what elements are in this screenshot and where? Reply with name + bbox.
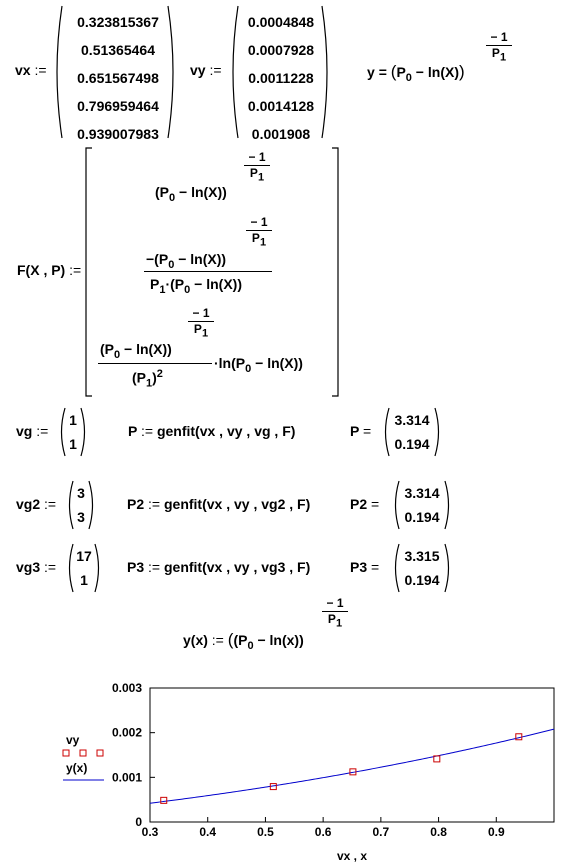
model-equation: $y = (P_0 - \ln(X))$ xyxy=(367,62,465,84)
vy-value: 0.0007928 xyxy=(247,42,315,58)
vx-value: 0.51365464 xyxy=(81,42,155,58)
legend-marker-vy xyxy=(63,750,69,756)
model-exponent: − 1 $P_1$ xyxy=(484,30,514,64)
y-exponent: − 1 $P_1$ xyxy=(320,596,350,630)
F-label: F(X , P) := xyxy=(17,262,82,278)
x-tick-label: 0.9 xyxy=(487,825,505,839)
x-axis-label: vx , x xyxy=(336,849,368,863)
vx-value: 0.939007983 xyxy=(77,126,159,142)
plot-frame xyxy=(150,688,554,822)
y-tick-label: 0.002 xyxy=(111,725,142,740)
vy-label: vy := xyxy=(190,62,222,78)
F-row2-numerator: $-(P_0 - \ln(X))$ xyxy=(146,251,227,271)
y-tick-label: 0.001 xyxy=(111,770,142,785)
P2-genfit: P2 := genfit(vx , vy , vg2 , F) xyxy=(127,496,311,512)
F-row3-numerator: $(P_0 - \ln(X))$ xyxy=(100,341,172,361)
F-row3-denominator: $(P_1)^2$ xyxy=(132,368,163,390)
vg3-values: 17 1 xyxy=(76,548,92,588)
P3-result-values: 3.315 0.194 xyxy=(404,548,440,588)
P-result-label: P = xyxy=(350,423,372,439)
x-tick-label: 0.6 xyxy=(314,825,332,839)
vx-value: 0.323815367 xyxy=(77,14,159,30)
x-tick-label: 0.7 xyxy=(372,825,390,839)
y-tick-label: 0 xyxy=(135,815,142,829)
legend-marker-vy xyxy=(80,750,86,756)
vg-label: vg := xyxy=(16,423,49,439)
F-row3-exponent: − 1 $P_1$ xyxy=(186,306,216,340)
vy-value: 0.0014128 xyxy=(247,98,315,114)
vx-label: vx := xyxy=(15,62,47,78)
F-row3-fraction-bar xyxy=(98,363,212,364)
P2-result-values: 3.314 0.194 xyxy=(404,485,440,525)
F-row2-fraction-bar xyxy=(144,271,272,272)
y-tick-label: 0.003 xyxy=(111,681,142,695)
P-genfit: P := genfit(vx , vy , vg , F) xyxy=(128,423,296,439)
legend-label-yx: y(x) xyxy=(66,761,88,775)
F-row2-exponent: − 1 $P_1$ xyxy=(244,215,274,249)
vy-value: 0.0004848 xyxy=(247,14,315,30)
vx-value: 0.796959464 xyxy=(77,98,159,114)
x-tick-label: 0.3 xyxy=(141,825,159,839)
vy-values xyxy=(234,8,328,148)
x-tick-label: 0.5 xyxy=(257,825,274,839)
legend-label-vy: vy xyxy=(66,733,80,747)
F-row1-exponent: − 1 $P_1$ xyxy=(242,150,272,184)
F-row2-denominator: $P_1\cdot(P_0 - \ln(X))$ xyxy=(150,276,242,296)
vg-values: 1 1 xyxy=(69,412,77,452)
x-tick-label: 0.4 xyxy=(199,825,217,839)
y-definition: y(x) := ($(P_0 - \ln(x))$ xyxy=(183,630,304,652)
vy-value: 0.0011228 xyxy=(248,70,314,86)
vx-values xyxy=(60,8,176,148)
vg2-label: vg2 := xyxy=(16,496,57,512)
F-row1-base: $(P_0 - \ln(X))$ xyxy=(155,184,227,204)
legend-marker-vy xyxy=(97,750,103,756)
fit-chart xyxy=(0,672,588,868)
fit-curve-series xyxy=(150,729,554,803)
vg2-values: 3 3 xyxy=(77,485,85,525)
P3-result-label: P3 = xyxy=(350,559,380,575)
P-result-values: 3.314 0.194 xyxy=(394,412,430,452)
x-tick-label: 0.8 xyxy=(430,825,447,839)
F-row3-log-factor: $\cdot\ln(P_0 - \ln(X))$ xyxy=(214,355,303,375)
P3-genfit: P3 := genfit(vx , vy , vg3 , F) xyxy=(127,559,311,575)
vy-value: 0.001908 xyxy=(251,126,311,142)
data-point-marker xyxy=(161,797,167,803)
P2-result-label: P2 = xyxy=(350,496,380,512)
vx-value: 0.651567498 xyxy=(77,70,159,86)
vg3-label: vg3 := xyxy=(16,559,57,575)
